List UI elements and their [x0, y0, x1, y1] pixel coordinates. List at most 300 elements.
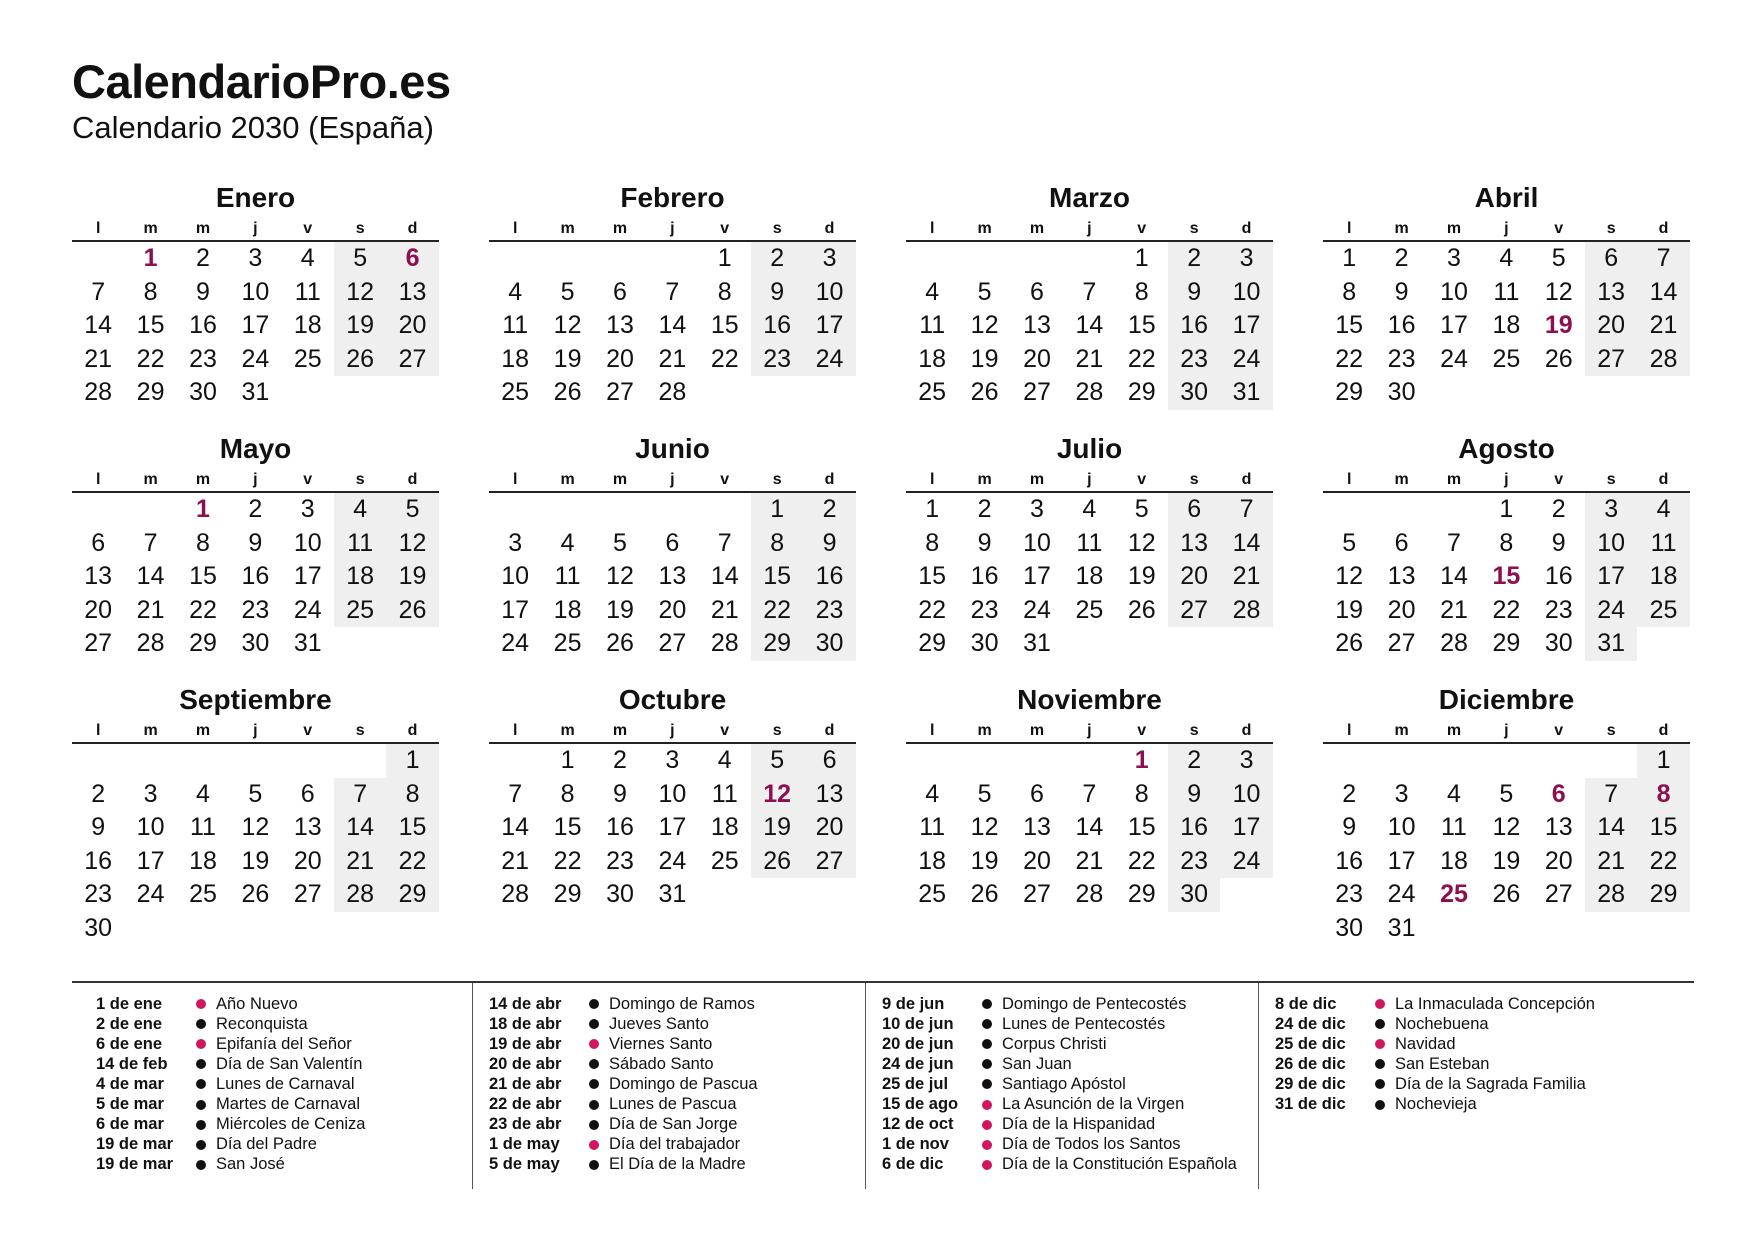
day-cell: 26	[751, 845, 803, 879]
day-cell: 15	[553, 813, 582, 841]
day-cell: 8	[196, 528, 210, 557]
day-cell: 18	[501, 344, 530, 373]
day-cell: 23	[803, 594, 855, 628]
day-cell: 12	[241, 813, 270, 841]
week-row	[1323, 878, 1690, 912]
weekday-label: d	[407, 220, 418, 237]
day-cell: 30	[803, 627, 855, 661]
holiday-name: Miércoles de Ceniza	[216, 1115, 366, 1134]
weekday-label: m	[560, 722, 575, 739]
empty-cell	[1323, 744, 1375, 778]
month-name: Diciembre	[1438, 684, 1575, 715]
weekday-label: l	[95, 471, 101, 488]
holiday-column	[882, 994, 1237, 1175]
weekday-label: l	[929, 471, 935, 488]
day-cell: 15	[1637, 811, 1689, 845]
day-cell: 22	[1492, 595, 1521, 624]
day-cell: 14	[710, 562, 739, 590]
holiday-name: Domingo de Pascua	[609, 1074, 758, 1093]
weekday-label: m	[1394, 471, 1409, 488]
weekday-label: v	[303, 722, 313, 739]
day-cell: 12	[1127, 528, 1156, 557]
empty-cell	[124, 744, 176, 778]
day-cell: 28	[1637, 343, 1689, 377]
holiday-date: 26 de dic	[1275, 1054, 1346, 1073]
day-cell: 23	[84, 880, 113, 908]
day-cell: 16	[606, 813, 634, 841]
day-cell: 2	[248, 495, 263, 523]
day-cell: 19	[970, 846, 999, 875]
empty-cell	[386, 376, 438, 410]
day-cell: 4	[1637, 493, 1689, 527]
weeks	[489, 493, 856, 661]
day-cell: 16	[1168, 309, 1220, 343]
week-row	[72, 493, 439, 527]
day-cell: 27	[658, 629, 687, 657]
empty-cell	[1637, 376, 1689, 410]
day-cell: 10	[1585, 527, 1637, 561]
weekday-label: m	[1446, 471, 1462, 488]
observance-dot-icon	[589, 1059, 599, 1069]
day-cell: 31	[1585, 627, 1637, 661]
day-cell: 9	[1168, 778, 1220, 812]
day-cell: 8	[925, 528, 940, 557]
week-row	[72, 376, 439, 410]
day-cell: 26	[1335, 629, 1364, 657]
day-cell: 28	[334, 878, 386, 912]
day-cell: 14	[1585, 811, 1637, 845]
weekday-label: m	[1446, 220, 1462, 237]
national-holiday-dot-icon	[196, 1039, 206, 1049]
holiday-date: 21 de abr	[489, 1074, 562, 1093]
weekday-label: m	[1029, 471, 1045, 488]
holiday-item	[882, 1115, 1237, 1135]
observance-dot-icon	[196, 1019, 206, 1029]
week-row	[906, 778, 1273, 812]
day-cell: 30	[241, 629, 270, 657]
holiday-date: 14 de abr	[489, 994, 562, 1013]
day-cell: 17	[1440, 311, 1468, 339]
day-cell: 12	[606, 562, 634, 590]
holiday-name: Día de San Jorge	[609, 1115, 738, 1134]
holiday-date: 2 de ene	[96, 1014, 163, 1033]
day-cell: 30	[84, 913, 113, 942]
weekday-label: v	[720, 722, 730, 739]
holiday-name: Día de San Valentín	[216, 1054, 363, 1073]
day-cell: 4	[925, 277, 940, 306]
national-holiday-dot-icon	[982, 1140, 992, 1150]
day-cell: 12	[1492, 813, 1521, 841]
day-cell: 25	[918, 880, 947, 908]
day-cell: 26	[1127, 595, 1156, 624]
holiday-item	[882, 994, 1237, 1014]
day-cell: 21	[710, 595, 739, 624]
day-cell: 24	[1585, 594, 1637, 628]
day-cell: 2	[803, 493, 855, 527]
week-row	[489, 276, 856, 310]
day-cell: 8	[560, 779, 575, 808]
week-row	[72, 560, 439, 594]
day-cell: 13	[1168, 527, 1220, 561]
holiday-item	[882, 1074, 1237, 1094]
weekday-label: s	[1606, 220, 1616, 237]
week-row	[489, 309, 856, 343]
weekday-header	[1323, 218, 1690, 242]
day-cell: 12	[1544, 277, 1573, 306]
weekday-label: m	[977, 220, 992, 237]
day-cell: 25	[501, 378, 530, 406]
day-cell: 12	[1335, 562, 1364, 590]
day-cell: 19	[606, 595, 634, 624]
weekday-label: s	[772, 220, 782, 237]
holiday-name: Nochevieja	[1395, 1095, 1477, 1114]
weekday-label: l	[1346, 220, 1352, 237]
day-cell: 21	[1440, 595, 1468, 624]
weekday-label: s	[1606, 722, 1616, 739]
weekday-label: l	[512, 722, 518, 739]
day-cell: 18	[293, 311, 322, 339]
weekday-label: m	[143, 220, 158, 237]
day-cell: 4	[1082, 495, 1097, 523]
observance-dot-icon	[589, 1100, 599, 1110]
holiday-item	[96, 994, 365, 1014]
day-cell: 8	[1637, 778, 1689, 812]
day-cell: 29	[751, 627, 803, 661]
observance-dot-icon	[196, 1160, 206, 1170]
day-cell: 7	[91, 277, 106, 306]
holiday-name: Domingo de Pentecostés	[1002, 994, 1187, 1013]
month-name: Febrero	[620, 182, 725, 213]
day-cell: 16	[803, 560, 855, 594]
day-cell: 29	[1637, 878, 1689, 912]
empty-cell	[334, 376, 386, 410]
day-cell: 20	[658, 595, 687, 624]
day-cell: 17	[293, 562, 322, 590]
day-cell: 17	[501, 595, 530, 624]
holiday-name: Navidad	[1395, 1034, 1456, 1053]
day-cell: 13	[606, 311, 634, 339]
empty-cell	[1480, 376, 1532, 410]
weekday-label: s	[355, 471, 365, 488]
week-row	[489, 242, 856, 276]
day-cell: 2	[613, 746, 627, 774]
weekday-label: d	[1241, 220, 1252, 237]
weekday-label: v	[303, 220, 313, 237]
month-name: Mayo	[219, 433, 292, 464]
day-cell: 7	[1082, 277, 1097, 306]
week-row	[906, 811, 1273, 845]
day-cell: 3	[1585, 493, 1637, 527]
day-cell: 29	[136, 378, 165, 406]
week-row	[1323, 560, 1690, 594]
weekday-label: s	[772, 722, 782, 739]
observance-dot-icon	[589, 1120, 599, 1130]
empty-cell	[1428, 493, 1480, 527]
day-cell: 11	[1637, 527, 1689, 561]
week-row	[489, 744, 856, 778]
day-cell: 9	[1551, 528, 1566, 557]
day-cell: 16	[751, 309, 803, 343]
day-cell: 8	[751, 527, 803, 561]
month-name: Julio	[1056, 433, 1123, 464]
week-row	[906, 627, 1273, 661]
month-junio	[489, 429, 856, 661]
day-cell: 9	[196, 277, 210, 306]
day-cell: 26	[553, 378, 582, 406]
day-cell: 21	[1637, 309, 1689, 343]
weekday-header	[1323, 469, 1690, 493]
holiday-name: La Inmaculada Concepción	[1395, 994, 1595, 1013]
empty-cell	[1533, 376, 1585, 410]
week-row	[1323, 309, 1690, 343]
holiday-date: 25 de dic	[1275, 1034, 1346, 1053]
empty-cell	[699, 878, 751, 912]
day-cell: 18	[1075, 562, 1104, 590]
day-cell: 5	[977, 779, 992, 808]
observance-dot-icon	[196, 1079, 206, 1089]
weekday-label: m	[977, 722, 992, 739]
day-cell: 13	[1585, 276, 1637, 310]
day-cell: 22	[1127, 846, 1156, 875]
day-cell: 29	[189, 629, 217, 657]
week-row	[906, 560, 1273, 594]
day-cell: 26	[1544, 344, 1573, 373]
national-holiday-dot-icon	[589, 1039, 599, 1049]
day-cell: 6	[1168, 493, 1220, 527]
weekday-label: m	[612, 722, 628, 739]
day-cell: 18	[189, 846, 217, 875]
day-cell: 8	[1134, 779, 1149, 808]
day-cell: 31	[658, 880, 687, 908]
empty-cell	[489, 242, 541, 276]
day-cell: 24	[1220, 343, 1272, 377]
weeks	[72, 242, 439, 410]
day-cell: 13	[386, 276, 438, 310]
empty-cell	[72, 493, 124, 527]
weekday-header	[72, 469, 439, 493]
day-cell: 21	[1075, 846, 1104, 875]
day-cell: 24	[658, 846, 687, 875]
holiday-item	[1275, 1014, 1595, 1034]
day-cell: 26	[241, 880, 270, 908]
day-cell: 3	[508, 528, 523, 557]
holiday-name: Reconquista	[216, 1014, 308, 1033]
week-row	[1323, 493, 1690, 527]
observance-dot-icon	[1375, 1059, 1385, 1069]
empty-cell	[1116, 627, 1168, 661]
observance-dot-icon	[982, 1039, 992, 1049]
observance-dot-icon	[982, 1019, 992, 1029]
holiday-item	[489, 1034, 758, 1054]
day-cell: 6	[613, 277, 627, 306]
day-cell: 15	[918, 562, 947, 590]
week-row	[72, 343, 439, 377]
day-cell: 10	[1440, 277, 1468, 306]
week-row	[72, 744, 439, 778]
day-cell: 23	[241, 595, 270, 624]
empty-cell	[1375, 493, 1427, 527]
week-row	[906, 276, 1273, 310]
holiday-date: 19 de mar	[96, 1135, 174, 1154]
weekday-header	[489, 720, 856, 744]
day-cell: 15	[1335, 311, 1364, 339]
empty-cell	[1637, 627, 1689, 661]
day-cell: 29	[1127, 378, 1156, 406]
month-octubre	[489, 680, 856, 912]
day-cell: 14	[1220, 527, 1272, 561]
holiday-name: Epifanía del Señor	[216, 1034, 352, 1053]
empty-cell	[906, 744, 958, 778]
week-row	[1323, 376, 1690, 410]
weekday-label: d	[824, 220, 835, 237]
day-cell: 27	[293, 880, 322, 908]
day-cell: 22	[136, 344, 165, 373]
holiday-item	[489, 1115, 758, 1135]
empty-cell	[1533, 744, 1585, 778]
day-cell: 16	[1335, 846, 1364, 875]
empty-cell	[1585, 376, 1637, 410]
day-cell: 11	[554, 562, 581, 590]
day-cell: 4	[508, 277, 523, 306]
day-cell: 10	[293, 528, 322, 557]
day-cell: 11	[919, 813, 946, 841]
holiday-name: San José	[216, 1155, 285, 1174]
day-cell: 20	[1585, 309, 1637, 343]
month-abril	[1323, 178, 1690, 410]
day-cell: 29	[1335, 378, 1364, 406]
day-cell: 31	[241, 378, 270, 406]
holiday-date: 6 de ene	[96, 1034, 163, 1053]
weekday-label: l	[929, 220, 935, 237]
day-cell: 9	[1342, 813, 1357, 841]
day-cell: 23	[1335, 880, 1364, 908]
day-cell: 16	[970, 562, 999, 590]
day-cell: 14	[1075, 813, 1104, 841]
holiday-date: 10 de jun	[882, 1014, 954, 1033]
observance-dot-icon	[196, 1120, 206, 1130]
day-cell: 24	[1387, 880, 1416, 908]
empty-cell	[803, 878, 855, 912]
empty-cell	[594, 493, 646, 527]
day-cell: 15	[751, 560, 803, 594]
holiday-item	[96, 1054, 365, 1074]
day-cell: 6	[665, 528, 680, 557]
week-row	[1323, 845, 1690, 879]
day-cell: 11	[190, 813, 216, 841]
day-cell: 20	[803, 811, 855, 845]
day-cell: 3	[1447, 244, 1461, 272]
empty-cell	[489, 493, 541, 527]
day-cell: 17	[658, 813, 687, 841]
empty-cell	[177, 912, 229, 946]
day-cell: 29	[386, 878, 438, 912]
day-cell: 10	[136, 813, 165, 841]
day-cell: 26	[606, 629, 634, 657]
weekday-label: m	[560, 220, 575, 237]
weekday-label: m	[195, 722, 211, 739]
month-name: Octubre	[618, 684, 727, 715]
weekday-label: j	[1087, 722, 1092, 739]
day-cell: 14	[658, 311, 687, 339]
day-cell: 16	[84, 846, 113, 875]
weekday-label: j	[1087, 220, 1092, 237]
day-cell: 27	[84, 629, 113, 657]
day-cell: 24	[1440, 344, 1468, 373]
day-cell: 21	[501, 846, 530, 875]
day-cell: 18	[1492, 311, 1521, 339]
week-row	[489, 627, 856, 661]
day-cell: 10	[241, 277, 270, 306]
holiday-item	[489, 1155, 758, 1175]
day-cell: 24	[293, 595, 322, 624]
week-row	[72, 276, 439, 310]
day-cell: 2	[751, 242, 803, 276]
holiday-item	[882, 1034, 1237, 1054]
day-cell: 16	[1387, 311, 1416, 339]
day-cell: 20	[1544, 846, 1573, 875]
week-row	[72, 778, 439, 812]
divider	[72, 981, 1694, 983]
day-cell: 9	[248, 528, 263, 557]
holiday-column	[96, 994, 365, 1175]
day-cell: 24	[1220, 845, 1272, 879]
holiday-date: 18 de abr	[489, 1014, 562, 1033]
day-cell: 9	[751, 276, 803, 310]
day-cell: 1	[196, 495, 210, 523]
week-row	[906, 744, 1273, 778]
empty-cell	[803, 376, 855, 410]
day-cell: 9	[91, 813, 106, 841]
weekday-label: m	[560, 471, 575, 488]
day-cell: 2	[977, 495, 992, 523]
day-cell: 9	[613, 779, 627, 808]
empty-cell	[699, 376, 751, 410]
day-cell: 5	[1499, 779, 1514, 808]
holiday-item	[1275, 1034, 1595, 1054]
day-cell: 17	[1220, 309, 1272, 343]
day-cell: 20	[84, 595, 113, 624]
day-cell: 15	[1127, 813, 1156, 841]
empty-cell	[1428, 376, 1480, 410]
day-cell: 28	[1075, 378, 1104, 406]
weekday-label: v	[1554, 220, 1564, 237]
day-cell: 13	[1023, 813, 1051, 841]
holiday-item	[882, 1054, 1237, 1074]
national-holiday-dot-icon	[589, 1140, 599, 1150]
week-row	[72, 594, 439, 628]
brand-title: CalendarioPro.es	[72, 55, 451, 108]
day-cell: 7	[1082, 779, 1097, 808]
empty-cell	[541, 242, 593, 276]
day-cell: 22	[710, 344, 739, 373]
weekday-label: d	[407, 722, 418, 739]
weekday-label: m	[612, 471, 628, 488]
day-cell: 4	[560, 528, 575, 557]
weekday-label: j	[1504, 471, 1509, 488]
weekday-label: m	[143, 471, 158, 488]
holiday-name: Corpus Christi	[1002, 1034, 1107, 1053]
day-cell: 1	[1134, 746, 1149, 774]
week-row	[906, 493, 1273, 527]
observance-dot-icon	[589, 1079, 599, 1089]
empty-cell	[124, 912, 176, 946]
day-cell: 27	[1168, 594, 1220, 628]
holiday-date: 23 de abr	[489, 1115, 562, 1134]
day-cell: 6	[1585, 242, 1637, 276]
day-cell: 26	[334, 343, 386, 377]
day-cell: 14	[1440, 562, 1468, 590]
day-cell: 27	[1585, 343, 1637, 377]
